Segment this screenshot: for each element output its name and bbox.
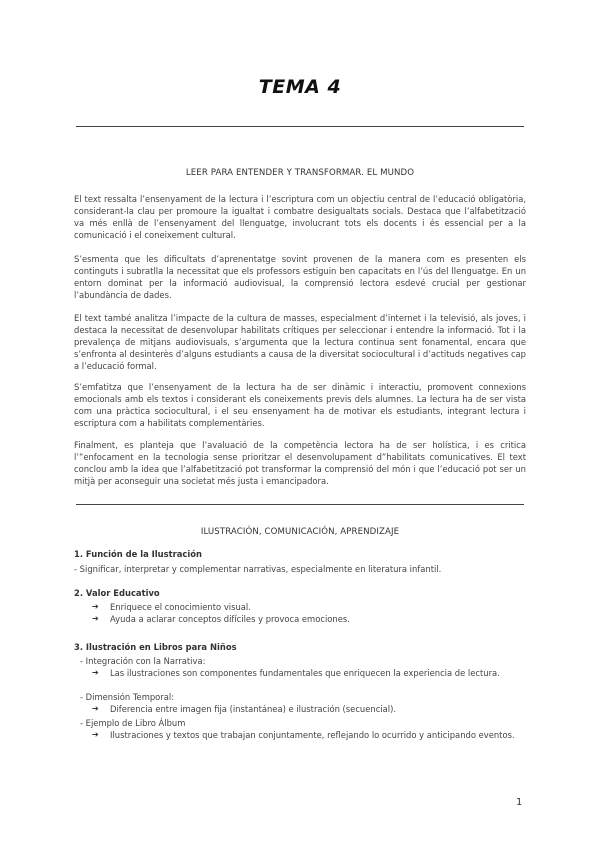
item2-bullet-2: Ayuda a aclarar conceptos difíciles y provoca emociones. (110, 614, 350, 624)
item3-sub-bullet-3: Ilustraciones y textos que trabajan conjuntamente, reflejando lo ocurrido y anticipando eventos. (110, 730, 515, 740)
item3-sub-bullet-2: Diferencia entre imagen fija (instantánea) e ilustración (secuencial). (110, 704, 397, 714)
item3-title: 3. Ilustración en Libros para Niños (74, 642, 237, 652)
item2-bullet-1: Enriquece el conocimiento visual. (110, 602, 251, 612)
page-title: TEMA 4 (258, 76, 342, 98)
arrow-icon: ➔ (92, 668, 99, 677)
section1-paragraph-5: Finalment, es planteja que l’avaluació de la competència lectora ha de ser holística, i es critica l’”enfocament en la tecnologia sense prioritzar el desenvolupament d”habilitats comunicatives. El text conclou amb la idea que l’alfabetització pot transformar la comprensió del món i que l’educació pot ser un mitjà per aconseguir una societat més justa i emancipadora. (74, 440, 526, 486)
divider-top (76, 126, 524, 127)
section1-paragraph-2: S’esmenta que les dificultats d’aprenentatge sovint provenen de la manera com es presenten els continguts i subratlla la necessitat que els professors estiguin ben capacitats en l’ús del llenguatge. En un entorn dominat per la informació audiovisual, la comprensió lectora esdevé crucial per gestionar l’abundància de dades. (74, 254, 526, 300)
arrow-icon: ➔ (92, 704, 99, 713)
item2-title: 2. Valor Educativo (74, 588, 160, 598)
section1-heading: LEER PARA ENTENDER Y TRANSFORMAR. EL MUNDO (185, 168, 415, 178)
item3-sub-label-2: - Dimensión Temporal: (80, 692, 175, 702)
arrow-icon: ➔ (92, 602, 99, 611)
section1-paragraph-4: S’emfatitza que l’ensenyament de la lectura ha de ser dinàmic i interactiu, promovent connexions emocionals amb els textos i considerant els coneixements previs dels alumnes. La lectura ha de ser vista com una pràctica sociocultural, i el seu ensenyament ha de motivar els estudiants, integrant lectura i escriptura com a habilitats complementàries. (74, 382, 526, 428)
item1-title: 1. Función de la Ilustración (74, 549, 202, 559)
item3-sub-label-1: - Integración con la Narrativa: (80, 656, 206, 666)
arrow-icon: ➔ (92, 730, 99, 739)
section2-heading: ILUSTRACIÓN, COMUNICACIÓN, APRENDIZAJE (200, 527, 400, 537)
item3-sub-label-3: - Ejemplo de Libro Álbum (80, 718, 186, 728)
item3-sub-bullet-1: Las ilustraciones son componentes fundamentales que enriquecen la experiencia de lectura. (110, 668, 500, 678)
arrow-icon: ➔ (92, 614, 99, 623)
page-number: 1 (516, 797, 523, 808)
item1-text: - Significar, interpretar y complementar narrativas, especialmente en literatura infantil. (74, 564, 442, 574)
divider-middle (76, 504, 524, 505)
section1-paragraph-3: El text també analitza l’impacte de la cultura de masses, especialment d’internet i la televisió, als joves, i destaca la necessitat de desenvolupar habilitats crítiques per seleccionar i entendre la informació. Tot i la prevalença de mitjans audiovisuals, s’argumenta que la lectura continua sent fonamental, encara que s’enfronta al desinterès d’alguns estudiants a causa de la diversitat sociocultural i d’actituds negatives cap a l’educació formal. (74, 313, 526, 371)
section1-paragraph-1: El text ressalta l’ensenyament de la lectura i l’escriptura com un objectiu central de l’educació obligatòria, considerant-la clau per promoure la igualtat i combatre desigualtats socials. Destaca que l’alfabetització va més enllà de l’ensenyament del llenguatge, involucrant tots els docents i és essencial per a la comunicació i el coneixement cultural. (74, 194, 526, 240)
